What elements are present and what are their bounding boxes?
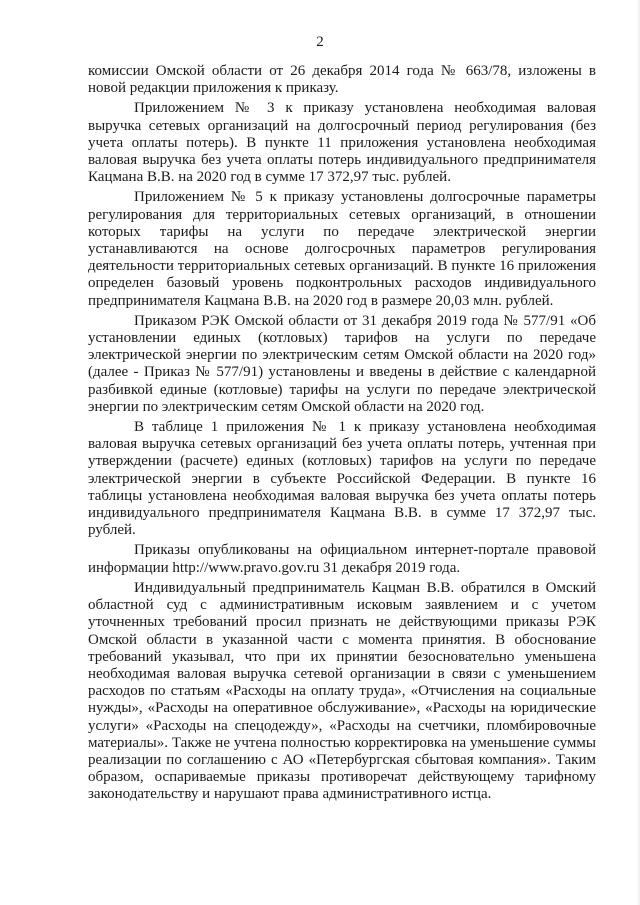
- page-number: 2: [316, 34, 324, 50]
- document-body: [88, 63, 596, 804]
- paragraph-order-577-91: Приказом РЭК Омской области от 31 декабря 2019 года № 577/91 «Об установлении единых (котловых) тарифов на услуги по передаче электрической энергии по электрическим сетям Омской области на 2020 год» (далее - Приказ № 577/91) установлены и введены в действие с календарной разбивкой единые (котловые) тарифы на услуги по передаче электрической энергии по электрическим сетям Омской области на 2020 год.: [88, 312, 596, 415]
- paragraph-claim: Индивидуальный предприниматель Кацман В.В. обратился в Омский областной суд с административным исковым заявлением и с учетом уточненных требований просил признать не действующими приказы РЭК Омской области в указанной части с момента принятия. В обоснование требований указывал, что при их принятии безосновательно уменьшена необходимая валовая выручка сетевой организации в связи с уменьшением расходов по статьям «Расходы на оплату труда», «Отчисления на социальные нужды», «Расходы на оперативное обслуживание», «Расходы на юридические услуги» «Расходы на спецодежду», «Расходы на счетчики, пломбировочные материалы». Также не учтена полностью корректировка на уменьшение суммы реализации по соглашению с АО «Петербургская сбытовая компания». Таким образом, оспариваемые приказы противоречат действующему тарифному законодательству и нарушают права административного истца.: [88, 579, 596, 803]
- paragraph-table-1: В таблице 1 приложения № 1 к приказу установлена необходимая валовая выручка сетевых организаций без учета оплаты потерь, учтенная при утверждении (расчете) единых (котловых) тарифов на услуги по передаче электрической энергии в субъекте Российской Федерации. В пункте 16 таблицы установлена необходимая валовая выручка без учета оплаты потерь индивидуального предпринимателя Кацмана В.В. в сумме 17 372,97 тыс. рублей.: [88, 419, 596, 539]
- paragraph-publication: Приказы опубликованы на официальном интернет-портале правовой информации http://www.pravo.gov.ru 31 декабря 2019 года.: [88, 542, 596, 576]
- paragraph-appendix-5: Приложением № 5 к приказу установлены долгосрочные параметры регулирования для территориальных сетевых организаций, в отношении которых тарифы на услуги по передаче электрической энергии устанавливаются на основе долгосрочных параметров регулирования деятельности территориальных сетевых организаций. В пункте 16 приложения определен базовый уровень подконтрольных расходов индивидуального предпринимателя Кацмана В.В. на 2020 год в размере 20,03 млн. рублей.: [88, 189, 596, 309]
- paragraph-continuation: комиссии Омской области от 26 декабря 2014 года № 663/78, изложены в новой редакции приложения к приказу.: [88, 63, 596, 97]
- paragraph-appendix-3: Приложением № 3 к приказу установлена необходимая валовая выручка сетевых организаций на долгосрочный период регулирования (без учета оплаты потерь). В пункте 11 приложения установлена необходимая валовая выручка без учета оплаты потерь индивидуального предпринимателя Кацмана В.В. на 2020 год в сумме 17 372,97 тыс. рублей.: [88, 100, 596, 186]
